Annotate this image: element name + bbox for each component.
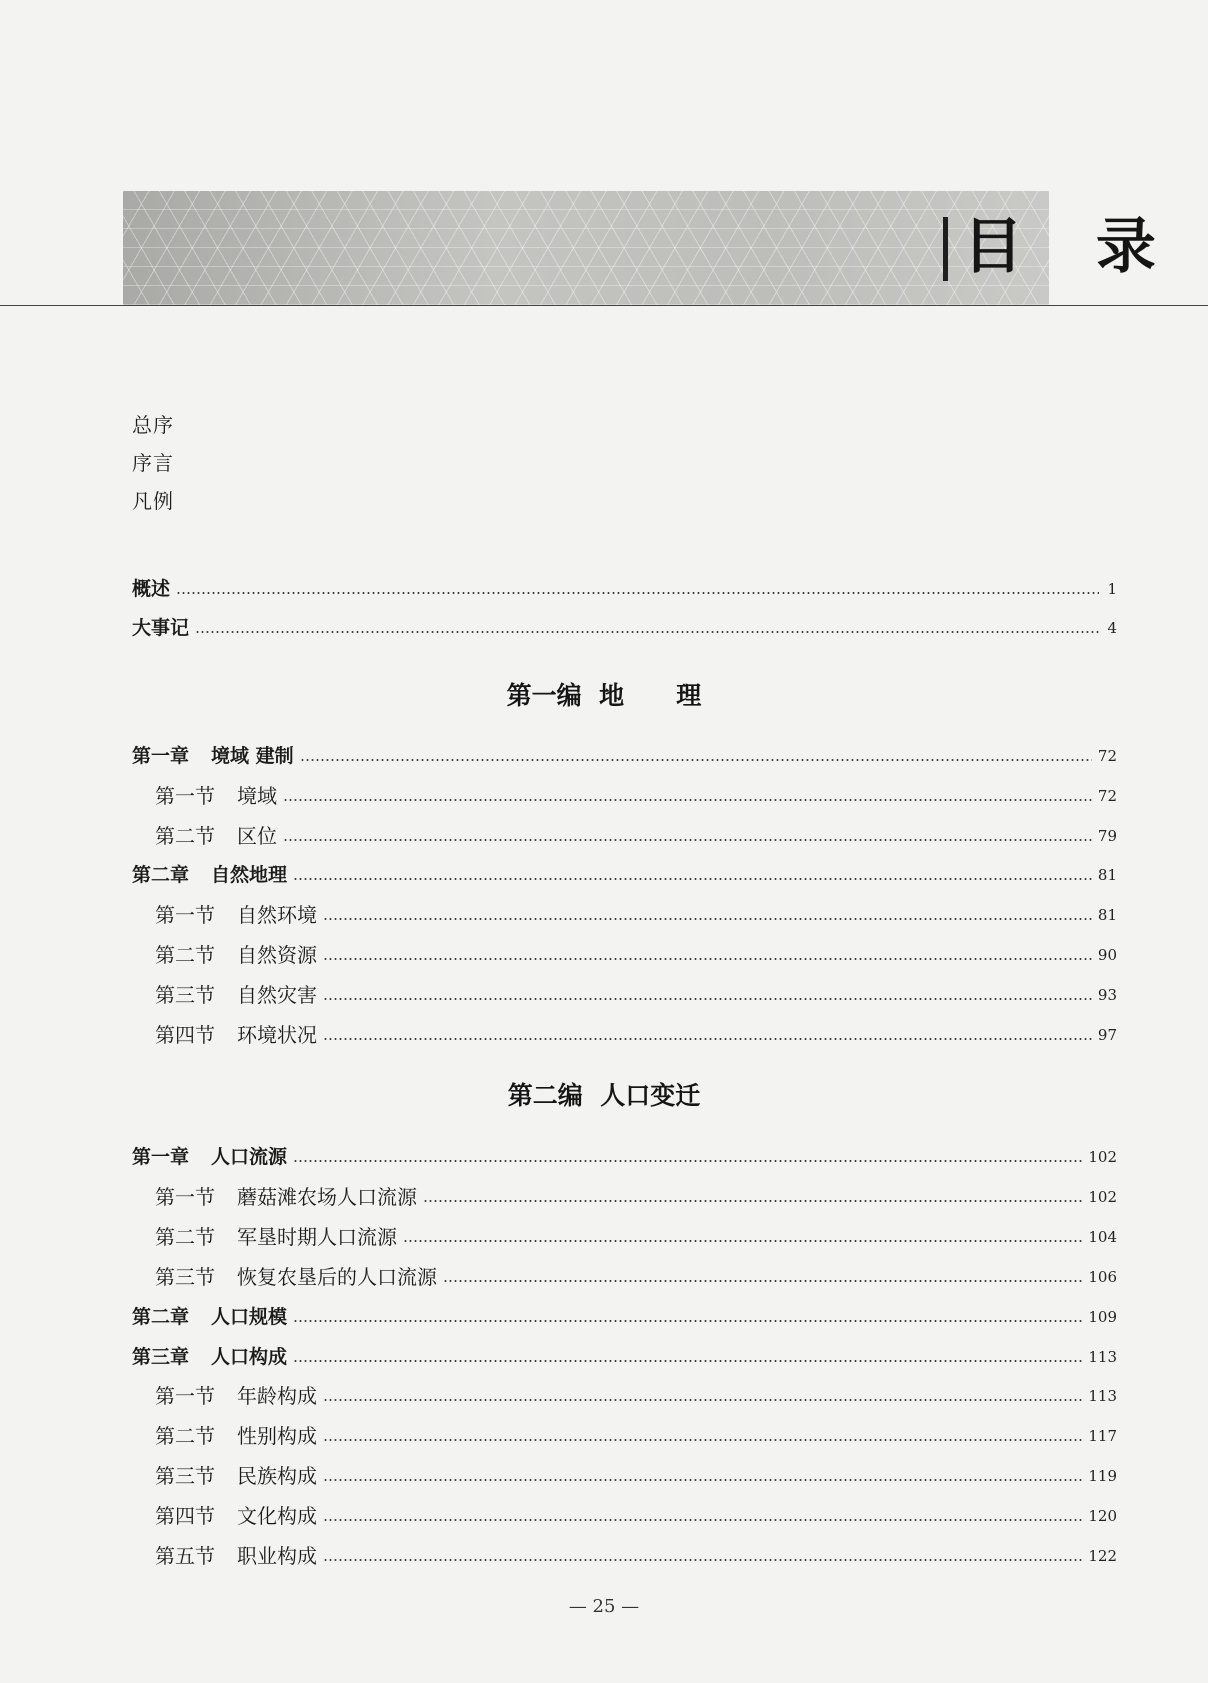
dot-leader — [300, 759, 1092, 761]
chapter-number: 第一章 — [132, 1146, 190, 1168]
toc-entry-label — [132, 1303, 291, 1331]
dot-leader — [323, 998, 1092, 1000]
dot-leader — [323, 1399, 1082, 1401]
toc-section-entry[interactable] — [155, 822, 1117, 850]
front-matter-item[interactable]: 凡例 — [132, 489, 174, 513]
toc-chapter-entry[interactable] — [132, 1343, 1117, 1371]
entry-title: 自然环境 — [237, 903, 317, 927]
toc-section-entry[interactable] — [155, 901, 1117, 929]
toc-chapter-entry[interactable] — [132, 1303, 1117, 1331]
toc-entry-label — [155, 782, 281, 810]
entry-title: 文化构成 — [237, 1504, 317, 1528]
entry-title: 年龄构成 — [237, 1384, 317, 1408]
dot-leader — [323, 1479, 1082, 1481]
section-number: 第二节 — [155, 1225, 215, 1249]
toc-entry-page: 79 — [1097, 827, 1117, 845]
section-number: 第二节 — [155, 824, 215, 848]
toc-section-entry[interactable] — [155, 1422, 1117, 1450]
section-number: 第二节 — [155, 943, 215, 967]
dot-leader — [443, 1280, 1082, 1282]
dot-leader — [293, 1320, 1082, 1322]
toc-entry-page: 104 — [1088, 1228, 1117, 1246]
toc-entry-label — [155, 1502, 321, 1530]
dot-leader — [323, 1038, 1092, 1040]
toc-section-entry[interactable] — [155, 981, 1117, 1009]
chapter-number: 第二章 — [132, 1306, 190, 1328]
toc-entry-label — [155, 1183, 421, 1211]
entry-title: 恢复农垦后的人口流源 — [237, 1265, 437, 1289]
dot-leader — [293, 878, 1092, 880]
toc-entry-page: 102 — [1088, 1188, 1117, 1206]
toc-section-entry[interactable] — [155, 1263, 1117, 1291]
toc-entry[interactable] — [132, 614, 1117, 642]
dot-leader — [323, 1439, 1082, 1441]
section-number: 第五节 — [155, 1544, 215, 1568]
toc-entry-label — [155, 1223, 401, 1251]
entry-title: 境域 建制 — [211, 745, 294, 767]
section-number: 第三节 — [155, 983, 215, 1007]
section-number: 第一节 — [155, 1185, 215, 1209]
entry-title: 环境状况 — [237, 1023, 317, 1047]
entry-title: 自然地理 — [211, 864, 288, 886]
toc-chapter-entry[interactable] — [132, 861, 1117, 889]
toc-entry-page: 93 — [1097, 986, 1117, 1004]
toc-section-entry[interactable] — [155, 1183, 1117, 1211]
entry-title: 境域 — [237, 784, 277, 808]
page-title: 目 录 — [963, 212, 1182, 282]
toc-entry-label — [155, 941, 321, 969]
entry-title: 人口构成 — [211, 1346, 288, 1368]
toc-entry-label — [155, 1263, 441, 1291]
entry-title: 自然灾害 — [237, 983, 317, 1007]
toc-entry[interactable] — [132, 575, 1117, 603]
toc-entry-label — [155, 1462, 321, 1490]
dot-leader — [323, 1519, 1082, 1521]
toc-entry-label — [155, 1542, 321, 1570]
dot-leader — [195, 631, 1099, 633]
toc-entry-page: 102 — [1088, 1148, 1117, 1166]
toc-entry-label — [155, 1021, 321, 1049]
toc-entry-page: 72 — [1097, 787, 1117, 805]
page-number: — 25 — — [568, 1596, 640, 1617]
toc-section-entry[interactable] — [155, 1021, 1117, 1049]
section-number: 第四节 — [155, 1023, 215, 1047]
dot-leader — [293, 1360, 1082, 1362]
toc-section-entry[interactable] — [155, 1382, 1117, 1410]
chapter-number: 第二章 — [132, 864, 190, 886]
part-heading: 第二编 人口变迁 — [507, 1081, 701, 1110]
toc-entry-label — [155, 901, 321, 929]
entry-title: 自然资源 — [237, 943, 317, 967]
header-rule — [0, 305, 1208, 306]
entry-title: 人口规模 — [211, 1306, 288, 1328]
toc-section-entry[interactable] — [155, 1462, 1117, 1490]
dot-leader — [283, 799, 1092, 801]
toc-section-entry[interactable] — [155, 1542, 1117, 1570]
part-heading: 第一编 地 理 — [506, 681, 702, 710]
dot-leader — [403, 1240, 1082, 1242]
chapter-number: 第三章 — [132, 1346, 190, 1368]
toc-entry-page: 1 — [1107, 580, 1117, 598]
section-number: 第一节 — [155, 784, 215, 808]
chapter-number: 第一章 — [132, 745, 190, 767]
entry-title: 性别构成 — [237, 1424, 317, 1448]
toc-section-entry[interactable] — [155, 1223, 1117, 1251]
toc-entry-page: 109 — [1088, 1308, 1117, 1326]
banner-accent-bar — [943, 217, 948, 281]
toc-entry-label — [155, 1422, 321, 1450]
toc-entry-label — [132, 861, 291, 889]
section-number: 第一节 — [155, 1384, 215, 1408]
toc-entry-label — [155, 822, 281, 850]
entry-title: 蘑菇滩农场人口流源 — [237, 1185, 417, 1209]
toc-entry-page: 97 — [1097, 1026, 1117, 1044]
section-number: 第三节 — [155, 1265, 215, 1289]
toc-entry-page: 119 — [1088, 1467, 1117, 1485]
toc-entry-page: 113 — [1088, 1387, 1117, 1405]
toc-entry-page: 113 — [1088, 1348, 1117, 1366]
toc-section-entry[interactable] — [155, 1502, 1117, 1530]
toc-chapter-entry[interactable] — [132, 1143, 1117, 1171]
toc-entry-page: 72 — [1097, 747, 1117, 765]
entry-title: 职业构成 — [237, 1544, 317, 1568]
toc-entry-label — [132, 742, 298, 770]
section-number: 第一节 — [155, 903, 215, 927]
toc-section-entry[interactable] — [155, 782, 1117, 810]
dot-leader — [323, 958, 1092, 960]
toc-entry-page: 117 — [1088, 1427, 1117, 1445]
toc-entry-page: 90 — [1097, 946, 1117, 964]
dot-leader — [293, 1160, 1082, 1162]
section-number: 第三节 — [155, 1464, 215, 1488]
dot-leader — [283, 839, 1092, 841]
toc-entry-label — [132, 1343, 291, 1371]
toc-entry-label — [155, 1382, 321, 1410]
dot-leader — [423, 1200, 1082, 1202]
toc-entry-label: 大事记 — [132, 617, 190, 639]
toc-entry-page: 81 — [1097, 866, 1117, 884]
toc-entry-label: 概述 — [132, 578, 171, 600]
toc-entry-label — [155, 981, 321, 1009]
section-number: 第二节 — [155, 1424, 215, 1448]
toc-entry-page: 122 — [1088, 1547, 1117, 1565]
entry-title: 军垦时期人口流源 — [237, 1225, 397, 1249]
entry-title: 区位 — [237, 824, 277, 848]
toc-chapter-entry[interactable] — [132, 742, 1117, 770]
toc-entry-label — [132, 1143, 291, 1171]
title-banner — [123, 191, 1182, 305]
toc-section-entry[interactable] — [155, 941, 1117, 969]
dot-leader — [323, 918, 1092, 920]
toc-entry-page: 81 — [1097, 906, 1117, 924]
entry-title: 民族构成 — [237, 1464, 317, 1488]
section-number: 第四节 — [155, 1504, 215, 1528]
front-matter-item[interactable]: 总序 — [132, 413, 174, 437]
dot-leader — [323, 1559, 1082, 1561]
entry-title: 人口流源 — [211, 1146, 288, 1168]
toc-entry-page: 120 — [1088, 1507, 1117, 1525]
front-matter-item[interactable]: 序言 — [132, 451, 174, 475]
dot-leader — [176, 592, 1099, 594]
toc-entry-page: 106 — [1088, 1268, 1117, 1286]
toc-entry-page: 4 — [1107, 619, 1117, 637]
